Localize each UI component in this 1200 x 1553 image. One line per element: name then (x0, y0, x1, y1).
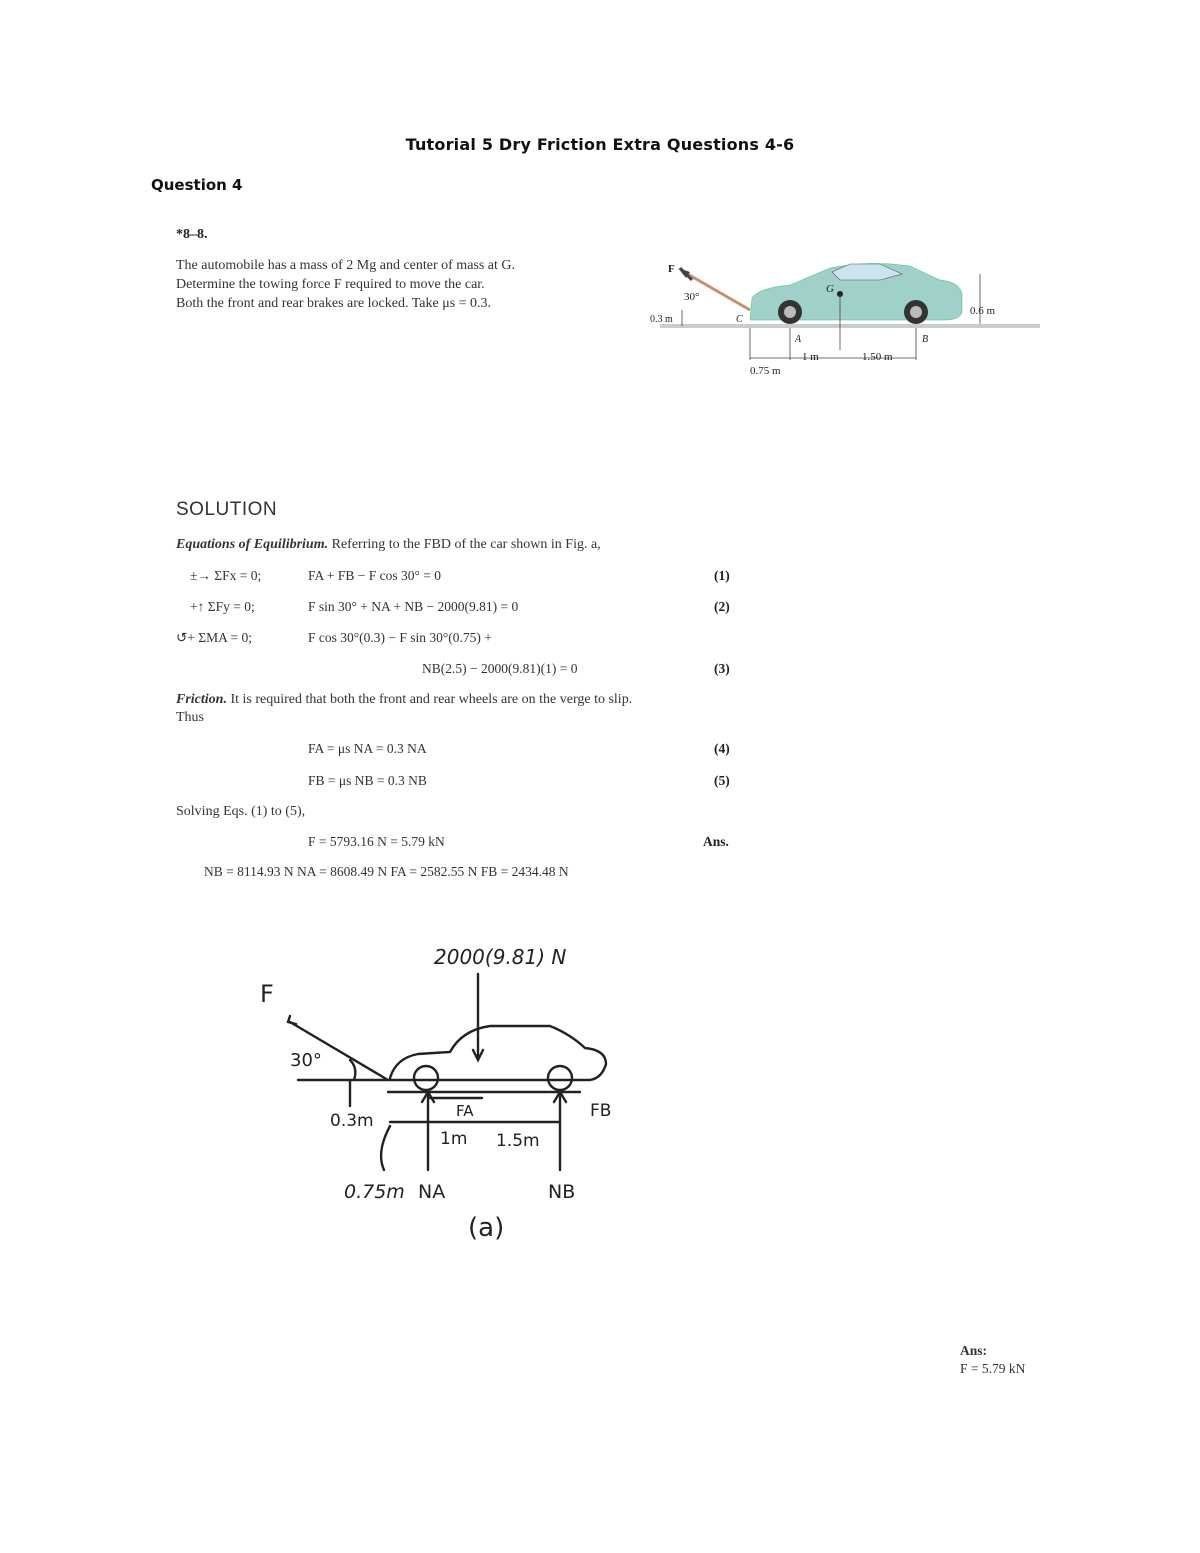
result-values: NB = 8114.93 N NA = 8608.49 N FA = 2582.55 N FB = 2434.48 N (204, 864, 569, 879)
friction-heading: Friction. (176, 692, 227, 707)
eq3-rhs: F cos 30°(0.3) − F sin 30°(0.75) + (308, 630, 492, 645)
fig-label-F: F (668, 263, 675, 275)
fig-label-G: G (826, 283, 834, 295)
friction-text: It is required that both the front and rear wheels are on the verge to slip. (226, 692, 633, 707)
result-ans-tag: Ans. (703, 834, 729, 849)
front-hub (784, 306, 796, 318)
fbd-075-label: 0.75m (344, 1181, 405, 1203)
fbd-075-leader (381, 1126, 390, 1170)
answer-label: Ans: (960, 1343, 988, 1358)
eq5-number: (5) (714, 773, 730, 788)
fig-label-1m: 1 m (802, 351, 819, 363)
fbd-angle-arc (350, 1060, 355, 1080)
statement-line: Determine the towing force F required to move the car. (176, 277, 485, 292)
fbd-weight-label: 2000(9.81) N (434, 945, 567, 969)
eq1-number: (1) (714, 568, 730, 583)
solution-heading: SOLUTION (176, 499, 278, 520)
fig-label-angle: 30° (684, 291, 700, 303)
statement-line: Both the front and rear brakes are locked. Take μs = 0.3. (176, 296, 492, 311)
equilibrium-text: Referring to the FBD of the car shown in Fig. a, (328, 537, 601, 552)
fig-label-06: 0.6 m (970, 305, 996, 317)
fbd-FA-label: FA (456, 1102, 474, 1120)
problem-figure (640, 250, 1050, 380)
friction-thus: Thus (176, 710, 204, 725)
solving-text: Solving Eqs. (1) to (5), (176, 804, 306, 819)
eq2-rhs: F sin 30° + NA + NB − 2000(9.81) = 0 (308, 599, 519, 614)
free-body-diagram (250, 930, 630, 1250)
fbd-force-arrowhead (288, 1016, 296, 1024)
fbd-caption: (a) (468, 1213, 505, 1243)
eq3-lhs: ↺+ ΣMA = 0; (176, 630, 253, 645)
equilibrium-heading: Equations of Equilibrium. (176, 537, 329, 552)
fig-label-03: 0.3 m (650, 314, 673, 325)
eq2-lhs: +↑ ΣFy = 0; (190, 599, 255, 614)
fbd-front-wheel (414, 1066, 438, 1090)
fbd-NB-label: NB (548, 1181, 576, 1203)
fbd-FB-label: FB (590, 1101, 612, 1121)
fbd-angle-label: 30° (290, 1050, 322, 1071)
question-heading: Question 4 (151, 176, 243, 194)
fig-label-A: A (795, 334, 802, 345)
statement-line: The automobile has a mass of 2 Mg and center of mass at G. (176, 258, 516, 273)
ground-surface (660, 324, 1040, 328)
eq4-number: (4) (714, 741, 730, 756)
fbd-NA-label: NA (418, 1181, 446, 1203)
eq1-lhs: ±→ ΣFx = 0; (190, 568, 262, 583)
friction-paragraph (176, 692, 756, 708)
eq3-cont: NB(2.5) − 2000(9.81)(1) = 0 (422, 661, 578, 676)
eq2-number: (2) (714, 599, 730, 614)
problem-number: *8–8. (176, 227, 208, 242)
fig-label-B: B (922, 334, 929, 345)
fbd-03-label: 0.3m (330, 1111, 374, 1131)
eq1-rhs: FA + FB − F cos 30° = 0 (308, 568, 442, 583)
fbd-1m-label: 1m (440, 1129, 468, 1149)
fig-label-150: 1.50 m (862, 351, 893, 363)
fig-label-C: C (736, 314, 743, 325)
document-title: Tutorial 5 Dry Friction Extra Questions 4-6 (405, 135, 795, 154)
fbd-car-outline (390, 1026, 606, 1080)
fbd-15m-label: 1.5m (496, 1131, 540, 1151)
eq5: FB = μs NB = 0.3 NB (308, 773, 427, 788)
problem-statement (176, 256, 586, 313)
fbd-F-label: F (260, 980, 274, 1008)
equilibrium-intro (176, 537, 601, 553)
eq3-number: (3) (714, 661, 730, 676)
answer-box (960, 1342, 1025, 1378)
fig-label-075: 0.75 m (750, 365, 781, 377)
answer-value: F = 5.79 kN (960, 1361, 1026, 1376)
fbd-rear-wheel (548, 1066, 572, 1090)
eq4: FA = μs NA = 0.3 NA (308, 741, 427, 756)
rear-hub (910, 306, 922, 318)
result-equation: F = 5793.16 N = 5.79 kN (308, 834, 445, 849)
